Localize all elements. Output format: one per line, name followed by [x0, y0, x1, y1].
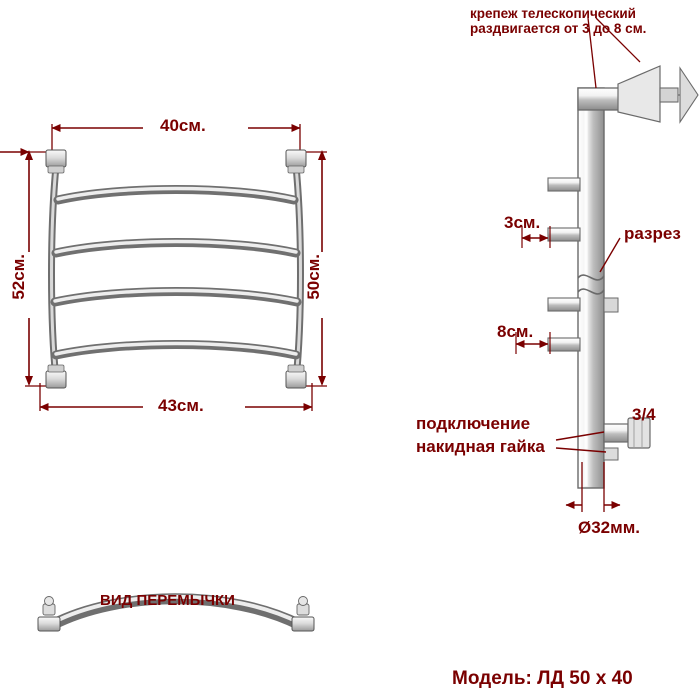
front-view-group: [0, 124, 327, 411]
label-width-top: 40см.: [160, 116, 206, 135]
label-diameter: Ø32мм.: [578, 518, 641, 537]
telescopic-mount: [618, 66, 698, 122]
label-mount-note-line2: раздвигается от 3 до 8 см.: [470, 21, 647, 36]
label-width-bottom: 43см.: [158, 396, 204, 415]
label-thread: 3/4: [632, 405, 656, 424]
label-mount-note-line1: крепеж телескопический: [470, 6, 636, 21]
bar-stubs: [548, 178, 580, 351]
label-connection-line2: накидная гайка: [416, 437, 545, 456]
label-connection-line1: подключение: [416, 414, 531, 433]
label-height-left: 52см.: [9, 254, 28, 300]
label-height-right: 50см.: [304, 254, 323, 300]
label-dim-8cm: 8см.: [497, 322, 534, 341]
label-bridge-caption: ВИД ПЕРЕМЫЧКИ: [100, 592, 235, 609]
label-dim-3cm: 3см.: [504, 213, 541, 232]
label-cut: разрез: [624, 224, 681, 243]
label-model: Модель: ЛД 50 х 40: [452, 668, 633, 689]
